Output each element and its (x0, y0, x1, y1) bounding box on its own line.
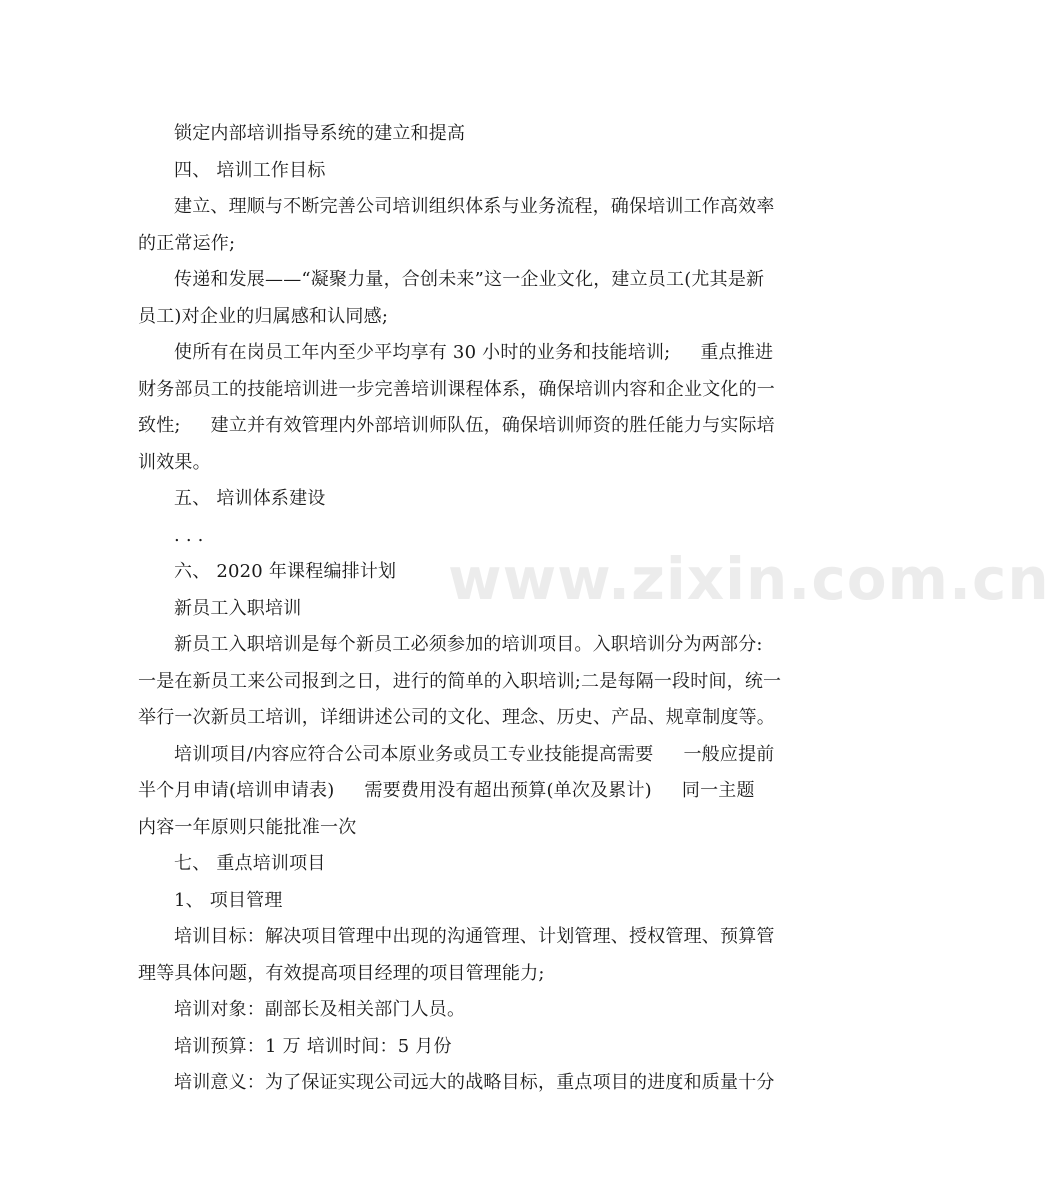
text-segment: 培训项目/内容应符合公司本原业务或员工专业技能提高需要 (174, 743, 654, 765)
text-segment: 一般应提前 (683, 743, 775, 765)
text-line: 新员工入职培训是每个新员工必须参加的培训项目。入职培训分为两部分: (174, 634, 763, 655)
section-heading: 四、 培训工作目标 (174, 159, 326, 181)
text-line (138, 335, 782, 372)
text-line: 举行一次新员工培训，详细讲述公司的文化、理念、历史、产品、规章制度等。 (138, 707, 775, 728)
text-line: 培训意义：为了保证实现公司远大的战略目标，重点项目的进度和质量十分 (174, 1072, 775, 1093)
text-line: 锁定内部培训指导系统的建立和提高 (174, 123, 466, 144)
subsection-heading: 新员工入职培训 (174, 597, 302, 619)
text-line: 内容一年原则只能批准一次 (138, 816, 357, 838)
text-line: 培训预算：1 万 培训时间：5 月份 (174, 1035, 452, 1057)
text-segment: 需要费用没有超出预算(单次及累计) (364, 780, 652, 801)
text-segment: 同一主题 (681, 780, 755, 801)
text-segment: 使所有在岗员工年内至少平均享有 30 小时的业务和技能培训; (174, 342, 671, 363)
section-heading: 五、 培训体系建设 (174, 488, 326, 509)
watermark: www.zixin.com.cn (448, 545, 1050, 613)
text-line: 财务部员工的技能培训进一步完善培训课程体系，确保培训内容和企业文化的一 (138, 378, 775, 400)
text-line: 建立、理顺与不断完善公司培训组织体系与业务流程，确保培训工作高效率 (174, 196, 775, 217)
text-segment: 重点推进 (700, 342, 774, 363)
text-segment: 建立并有效管理内外部培训师队伍，确保培训师资的胜任能力与实际培 (210, 415, 775, 436)
text-line: 的正常运作; (138, 232, 236, 254)
text-line: 培训目标：解决项目管理中出现的沟通管理、计划管理、授权管理、预算管 (174, 926, 775, 947)
text-line: 传递和发展——“凝聚力量，合创未来”这一企业文化，建立员工(尤其是新 (174, 269, 765, 290)
section-heading: 六、 2020 年课程编排计划 (174, 561, 397, 582)
text-line: 训效果。 (138, 451, 211, 473)
ellipsis: . . . (174, 524, 204, 546)
subsection-heading: 1、 项目管理 (174, 889, 283, 911)
section-heading: 七、 重点培训项目 (174, 853, 326, 874)
text-line: 一是在新员工来公司报到之日，进行的简单的入职培训;二是每隔一段时间，统一 (138, 670, 782, 692)
text-line (138, 773, 782, 810)
text-line: 培训对象：副部长及相关部门人员。 (174, 999, 466, 1020)
document-body (138, 116, 782, 1102)
text-line: 员工)对企业的归属感和认同感; (138, 305, 389, 327)
text-line: 理等具体问题，有效提高项目经理的项目管理能力; (138, 962, 545, 984)
text-line (138, 737, 782, 774)
text-segment: 致性; (138, 415, 181, 436)
text-line (138, 408, 782, 445)
text-segment: 半个月申请(培训申请表) (138, 780, 335, 801)
